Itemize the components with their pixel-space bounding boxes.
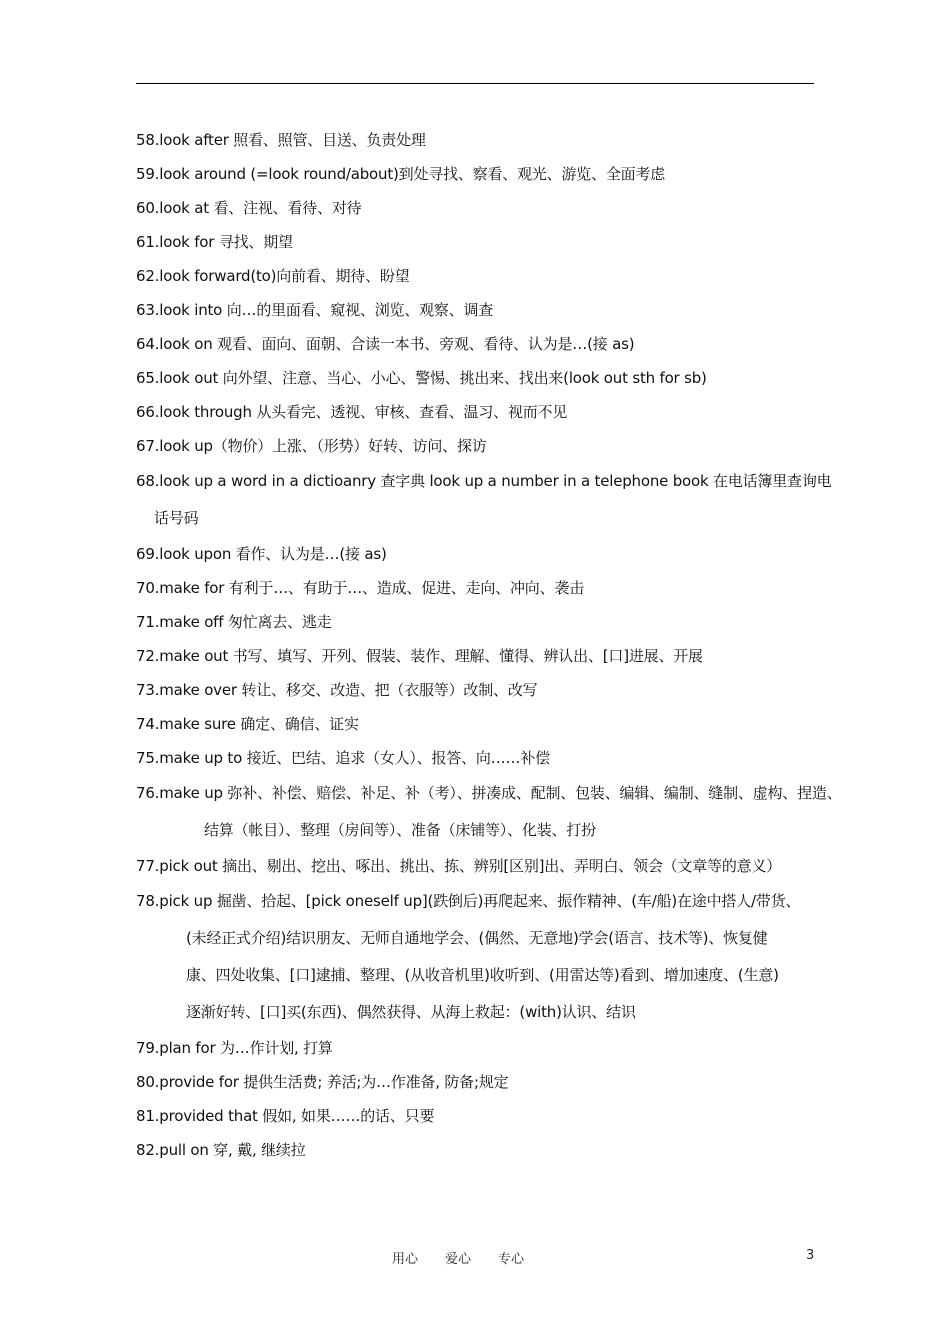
footer-motto-word: 爱心 (445, 1252, 472, 1267)
phrase-entry (136, 1099, 826, 1133)
phrase-entry (136, 605, 826, 639)
phrase-entry (136, 225, 826, 259)
phrase-entry-line: 康、四处收集、[口]逮捕、整理、(从收音机里)收听到、(用雷达等)看到、增加速度、(生意) (186, 966, 779, 984)
page-number: 3 (806, 1248, 815, 1263)
phrase-entry (136, 1065, 826, 1099)
phrase-entry-line: 77.pick out 摘出、剔出、挖出、啄出、挑出、拣、辨别[区别]出、弄明白、领会（文章等的意义） (136, 857, 782, 875)
phrase-entry-line: 65.look out 向外望、注意、当心、小心、警惕、挑出来、找出来(look out sth for sb) (136, 369, 707, 387)
phrase-entry-line: 结算（帐目）、整理（房间等）、准备（床铺等）、化装、打扮 (204, 821, 596, 839)
page-footer (0, 1248, 950, 1268)
phrase-entry-line: 66.look through 从头看完、透视、审核、查看、温习、视而不见 (136, 403, 568, 421)
phrase-entry-line: 64.look on 观看、面向、面朝、合读一本书、旁观、看待、认为是…(接 as) (136, 335, 635, 353)
phrase-entry (136, 741, 826, 775)
phrase-entry-line: 75.make up to 接近、巴结、追求（女人）、报答、向……补偿 (136, 749, 550, 767)
phrase-entry (136, 395, 826, 429)
phrase-entry (136, 849, 826, 883)
phrase-entry-line: 76.make up 弥补、补偿、赔偿、补足、补（考）、拼凑成、配制、包装、编辑、编制、缝制、虚构、捏造、 (136, 784, 842, 802)
phrase-entry (136, 673, 826, 707)
phrase-entry (136, 123, 826, 157)
phrase-entry-line: 71.make off 匆忙离去、逃走 (136, 613, 332, 631)
phrase-entry (136, 537, 826, 571)
footer-motto-word: 专心 (498, 1252, 525, 1267)
phrase-entry-line: 59.look around (=look round/about)到处寻找、察看、观光、游览、全面考虑 (136, 165, 666, 183)
phrase-entry (136, 639, 826, 673)
phrase-entry-line: 79.plan for 为…作计划, 打算 (136, 1039, 333, 1057)
footer-motto-word: 用心 (392, 1252, 419, 1267)
phrase-entry-line: 69.look upon 看作、认为是…(接 as) (136, 545, 387, 563)
phrase-entry (136, 259, 826, 293)
header-rule (136, 83, 814, 84)
phrase-entry (136, 361, 826, 395)
phrase-entry (136, 191, 826, 225)
phrase-entry-line: 82.pull on 穿, 戴, 继续拉 (136, 1141, 306, 1159)
phrase-entry (136, 1133, 826, 1167)
phrase-entry-line: 逐渐好转、[口]买(东西)、偶然获得、从海上救起：(with)认识、结识 (186, 1003, 636, 1021)
phrase-entry (136, 157, 826, 191)
phrase-entry-line: 60.look at 看、注视、看待、对待 (136, 199, 362, 217)
phrase-entry-line: 78.pick up 掘凿、拾起、[pick oneself up](跌倒后)再爬起来、振作精神、(车/船)在途中搭人/带货、 (136, 892, 801, 910)
phrase-entry (136, 707, 826, 741)
phrase-entry-line: 67.look up（物价）上涨、（形势）好转、访问、探访 (136, 437, 487, 455)
phrase-entry (136, 327, 826, 361)
phrase-entry-line: 63.look into 向…的里面看、窥视、浏览、观察、调查 (136, 301, 494, 319)
phrase-entry-line: 话号码 (154, 509, 199, 527)
phrase-entry-line: 80.provide for 提供生活费; 养活;为…作准备, 防备;规定 (136, 1073, 509, 1091)
phrase-entry-line: 70.make for 有利于…、有助于…、造成、促进、走向、冲向、袭击 (136, 579, 585, 597)
phrase-entry-line: 58.look after 照看、照管、目送、负责处理 (136, 131, 426, 149)
phrase-entry (136, 571, 826, 605)
phrase-entry (136, 293, 826, 327)
phrase-entry (136, 883, 826, 1031)
phrase-entry-line: (未经正式介绍)结识朋友、无师自通地学会、(偶然、无意地)学会(语言、技术等)、恢复健 (186, 929, 768, 947)
phrase-entry-line: 73.make over 转让、移交、改造、把（衣服等）改制、改写 (136, 681, 538, 699)
phrase-entry (136, 429, 826, 463)
phrase-list (136, 123, 842, 1167)
phrase-entry (136, 463, 832, 537)
phrase-entry-line: 81.provided that 假如, 如果……的话、只要 (136, 1107, 435, 1125)
phrase-entry-line: 74.make sure 确定、确信、证实 (136, 715, 359, 733)
phrase-entry (136, 775, 842, 849)
phrase-entry-line: 72.make out 书写、填写、开列、假装、装作、理解、懂得、辨认出、[口]进展、开展 (136, 647, 703, 665)
footer-motto (392, 1248, 551, 1267)
phrase-entry (136, 1031, 826, 1065)
phrase-entry-line: 62.look forward(to)向前看、期待、盼望 (136, 267, 410, 285)
phrase-entry-line: 61.look for 寻找、期望 (136, 233, 293, 251)
phrase-entry-line: 68.look up a word in a dictioanry 查字典 look up a number in a telephone book 在电话簿里查询电 (136, 472, 832, 490)
